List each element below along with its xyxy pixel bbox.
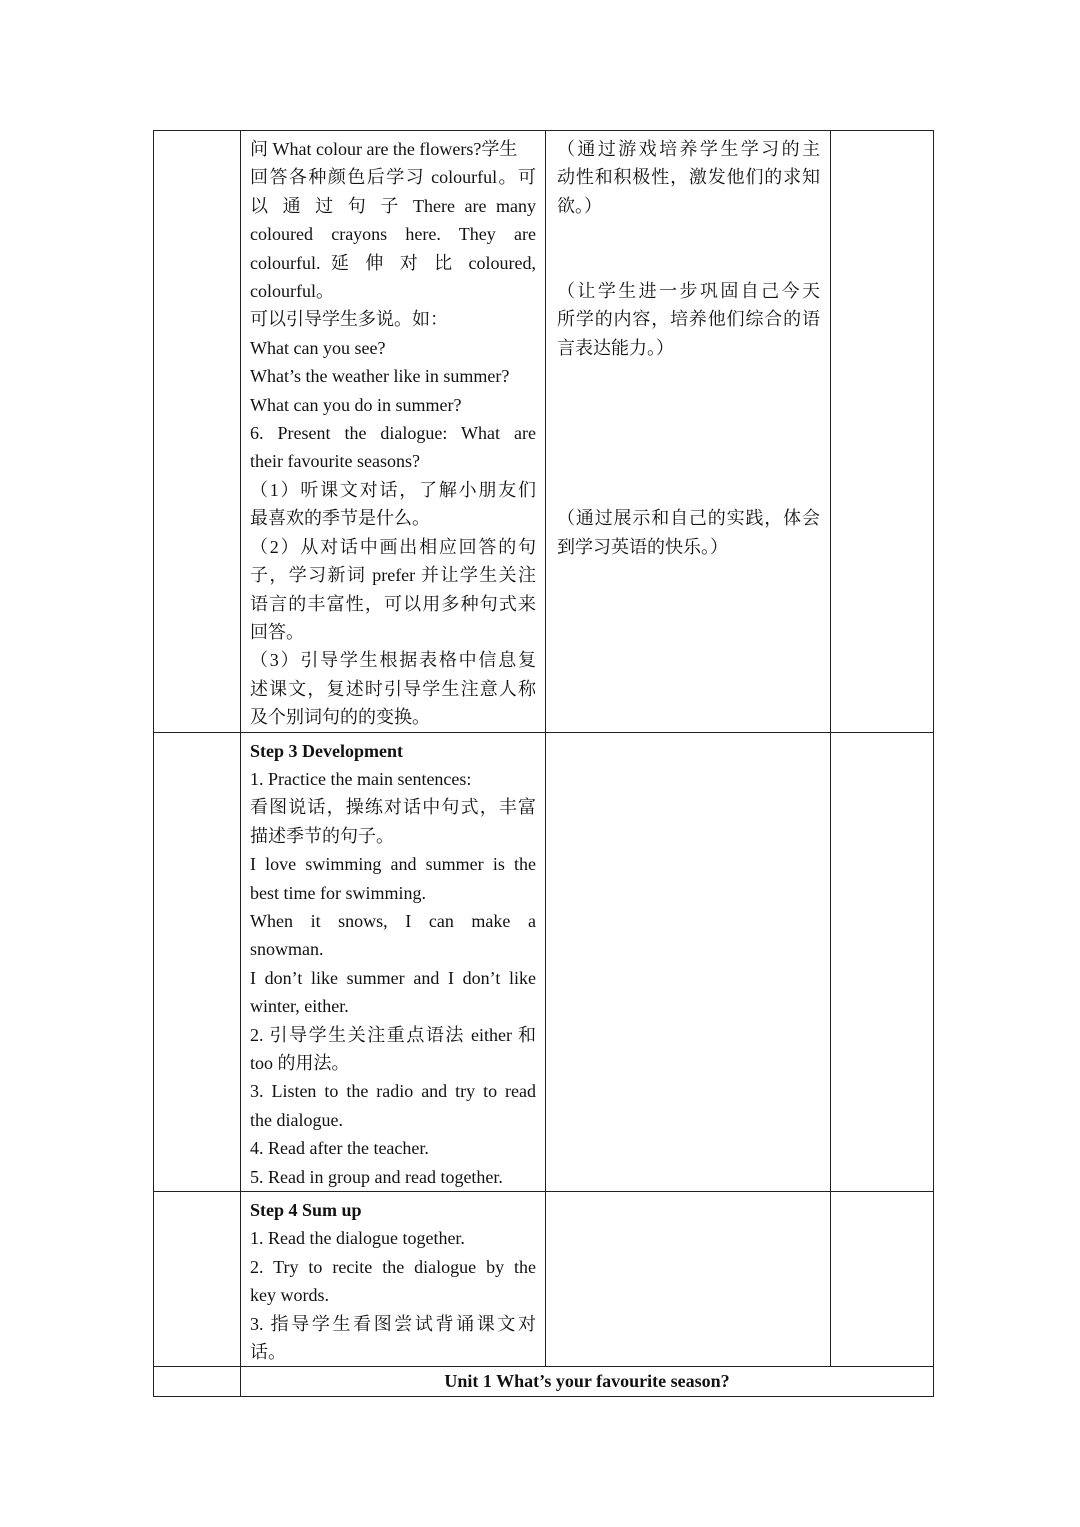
text-line: 4. Read after the teacher. [250, 1138, 429, 1159]
text-line: 问 What colour are the flowers?学生 [250, 139, 518, 159]
intent-line: 到学习英语的快乐。） [557, 536, 728, 557]
blank-cell [154, 1367, 241, 1396]
text-line: 看图说话，操练对话中句式，丰富 [250, 797, 536, 818]
text-line: 以 通 过 句 子 There are many [250, 195, 536, 216]
text-line: 5. Read in group and read together. [250, 1166, 503, 1187]
text-line: 1. Read the dialogue together. [250, 1228, 465, 1249]
text-line: winter, either. [250, 996, 349, 1017]
design-intent-cell [546, 131, 831, 733]
blank-cell [831, 131, 934, 733]
blank-cell [154, 131, 241, 733]
text-line: 3. Listen to the radio and try to read [250, 1081, 536, 1102]
text-line: 可以引导学生多说。如： [250, 309, 448, 330]
blank-cell [154, 1192, 241, 1367]
step4-cell [241, 1192, 546, 1367]
blank-cell [154, 732, 241, 1192]
blank-cell [546, 1192, 831, 1367]
lesson-plan-table [153, 130, 934, 1397]
intent-line: 言表达能力。） [557, 337, 674, 358]
text-line: （2）从对话中画出相应回答的句 [250, 536, 536, 557]
text-line: 2. Try to recite the dialogue by the [250, 1256, 536, 1277]
text-line: When it snows, I can make a [250, 910, 536, 931]
text-line: snowman. [250, 939, 324, 960]
text-line: What can you do in summer? [250, 394, 462, 415]
step3-heading: Step 3 Development [250, 740, 403, 761]
text-line: 2. 引导学生关注重点语法 either 和 [250, 1024, 536, 1045]
text-line: 语言的丰富性，可以用多种句式来 [250, 593, 536, 614]
text-line: I love swimming and summer is the [250, 854, 536, 875]
text-line: key words. [250, 1285, 329, 1306]
step4-heading: Step 4 Sum up [250, 1200, 362, 1221]
text-line: 子，学习新词 prefer 并让学生关注 [250, 565, 536, 586]
table-row [154, 1367, 934, 1396]
text-line: 述课文，复述时引导学生注意人称 [250, 678, 536, 699]
intent-line: （通过游戏培养学生学习的主 [557, 139, 820, 159]
text-line: 6. Present the dialogue: What are [250, 423, 536, 444]
text-line: their favourite seasons? [250, 451, 420, 472]
text-line: coloured crayons here. They are [250, 224, 536, 245]
table-row [154, 732, 934, 1192]
text-line: 话。 [250, 1342, 286, 1363]
intent-line: 动性和积极性，激发他们的求知 [557, 167, 820, 188]
intent-line: 所学的内容，培养他们综合的语 [557, 309, 820, 330]
text-line: colourful。 [250, 281, 334, 302]
teaching-process-cell [241, 131, 546, 733]
text-line: 最喜欢的季节是什么。 [250, 508, 430, 529]
blank-cell [831, 1192, 934, 1367]
text-line: best time for swimming. [250, 882, 426, 903]
text-line: 描述季节的句子。 [250, 825, 394, 846]
text-line: too 的用法。 [250, 1053, 350, 1073]
table-row [154, 1192, 934, 1367]
table-row [154, 131, 934, 733]
intent-line: （让学生进一步巩固自己今天 [557, 281, 820, 301]
text-line: colourful. 延 伸 对 比 coloured, [250, 252, 536, 273]
text-line: the dialogue. [250, 1109, 343, 1130]
text-line: I don’t like summer and I don’t like [250, 967, 536, 988]
text-line: （3）引导学生根据表格中信息复 [250, 650, 536, 671]
intent-line: （通过展示和自己的实践，体会 [557, 508, 820, 529]
text-line: 回答各种颜色后学习 colourful。可 [250, 167, 536, 188]
intent-line: 欲。） [557, 195, 602, 216]
blank-cell [546, 732, 831, 1192]
text-line: 回答。 [250, 621, 304, 642]
text-line: （1）听课文对话，了解小朋友们 [250, 479, 536, 500]
text-line: 及个别词句的的变换。 [250, 707, 430, 728]
blank-cell [831, 732, 934, 1192]
text-line: What’s the weather like in summer? [250, 366, 510, 387]
text-line: 3. 指导学生看图尝试背诵课文对 [250, 1313, 536, 1334]
text-line: What can you see? [250, 337, 386, 358]
text-line: 1. Practice the main sentences: [250, 768, 472, 789]
unit-title: Unit 1 What’s your favourite season? [241, 1367, 934, 1396]
step3-cell [241, 732, 546, 1192]
